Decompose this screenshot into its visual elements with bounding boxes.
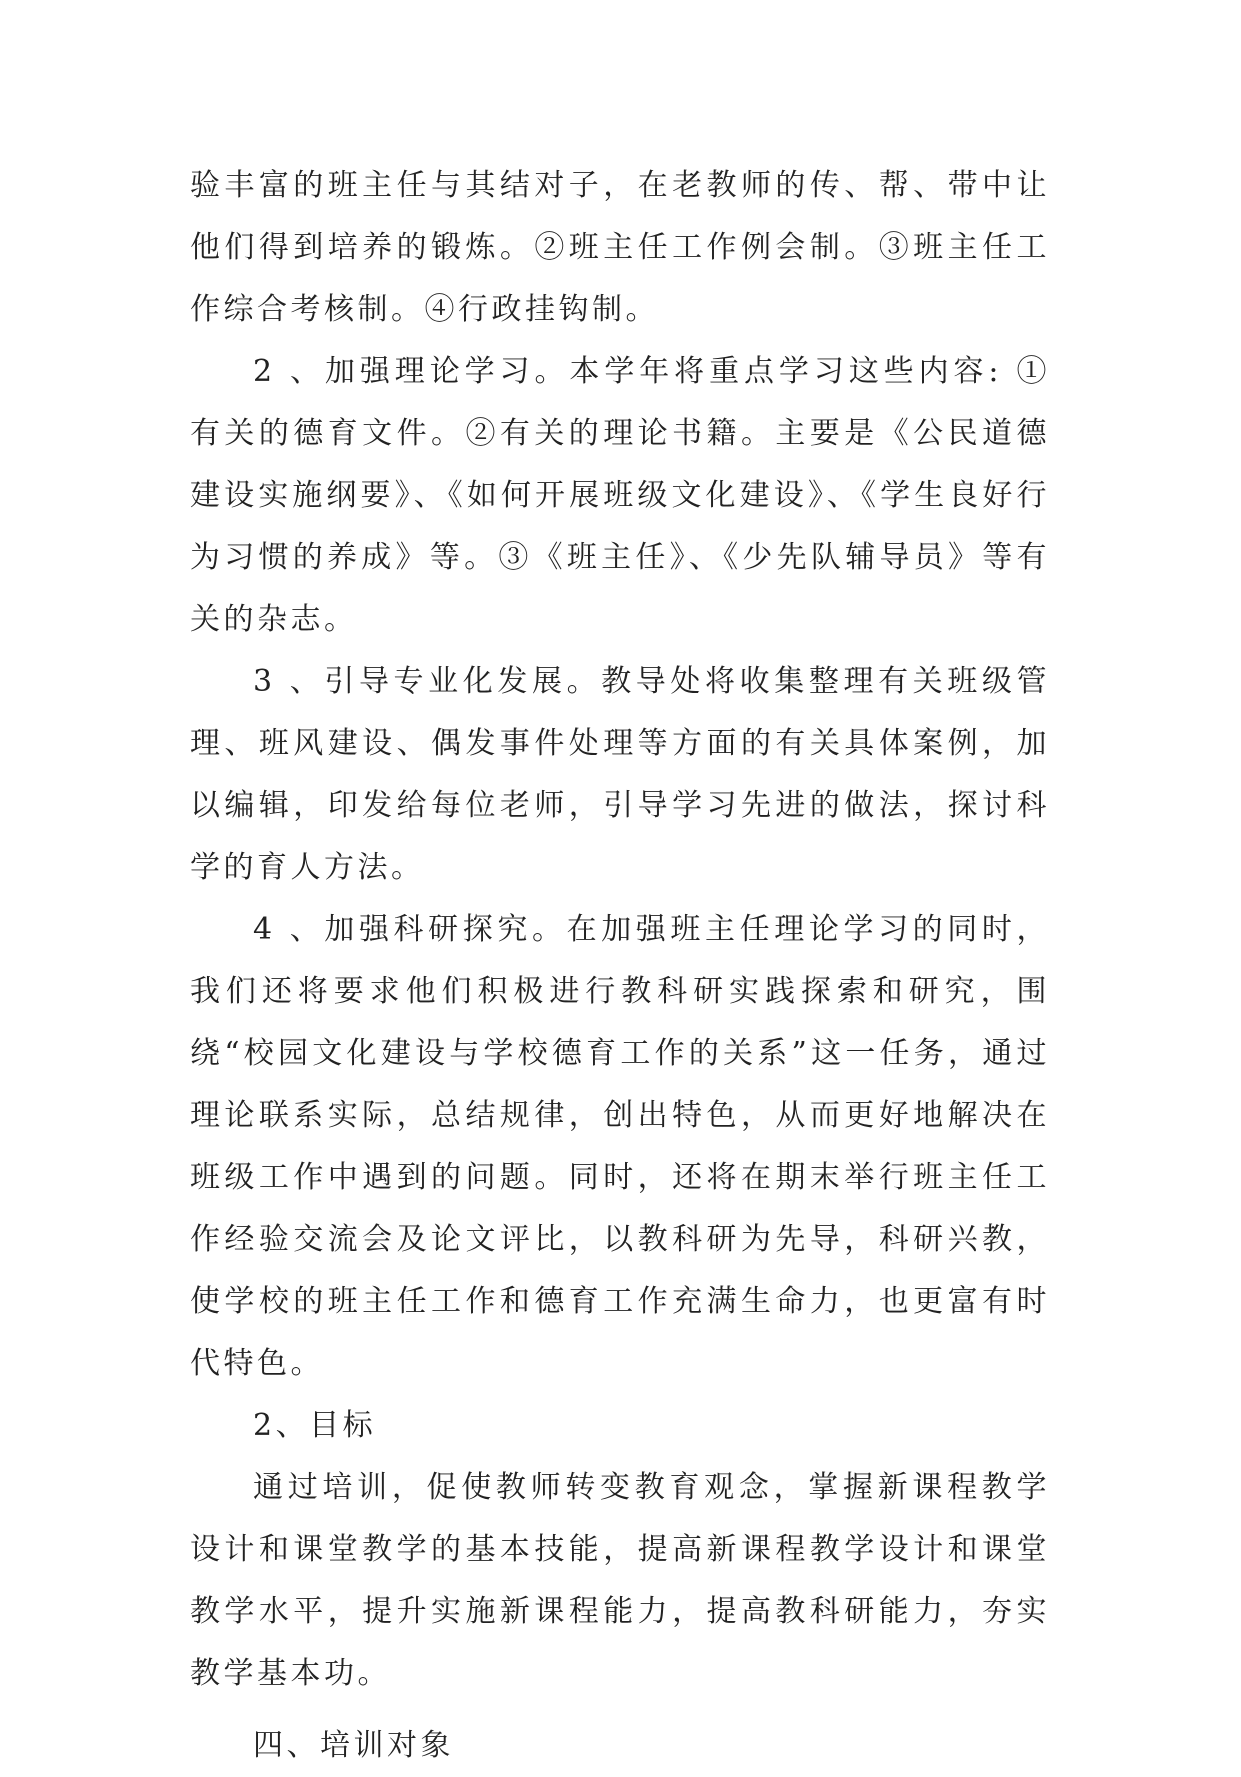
- section-heading-goals: 2、目标: [253, 1408, 377, 1443]
- spacer: [190, 1705, 1050, 1715]
- paragraph-goals: 通过培训，促使教师转变教育观念，掌握新课程教学设计和课堂教学的基本技能，提高新课程教学设计和课堂教学水平，提升实施新课程能力，提高教科研能力，夯实教学基本功。: [190, 1470, 1050, 1691]
- paragraph-mentoring-systems: 验丰富的班主任与其结对子，在老教师的传、帮、带中让他们得到培养的锻炼。②班主任工作例会制。③班主任工作综合考核制。④行政挂钩制。: [190, 168, 1050, 327]
- paragraph-professional-development: 3 、引导专业化发展。教导处将收集整理有关班级管理、班风建设、偶发事件处理等方面的有关具体案例，加以编辑，印发给每位老师，引导学习先进的做法，探讨科学的育人方法。: [190, 664, 1050, 885]
- section-heading-training-targets: 四、培训对象: [253, 1728, 454, 1763]
- paragraph-research: 4 、加强科研探究。在加强班主任理论学习的同时，我们还将要求他们积极进行教科研实践探索和研究，围绕“校园文化建设与学校德育工作的关系”这一任务，通过理论联系实际，总结规律，创出特色，从而更好地解决在班级工作中遇到的问题。同时，还将在期末举行班主任工作经验交流会及论文评比，以教科研为先导，科研兴教，使学校的班主任工作和德育工作充满生命力，也更富有时代特色。: [190, 912, 1050, 1381]
- paragraph-theory-study: 2 、加强理论学习。本学年将重点学习这些内容: ①有关的德育文件。②有关的理论书籍。主要是《公民道德建设实施纲要》、《如何开展班级文化建设》、《学生良好行为习惯的养成》等。③《班主任》、《少先队辅导员》等有关的杂志。: [190, 354, 1050, 637]
- document-body: [190, 155, 1050, 1777]
